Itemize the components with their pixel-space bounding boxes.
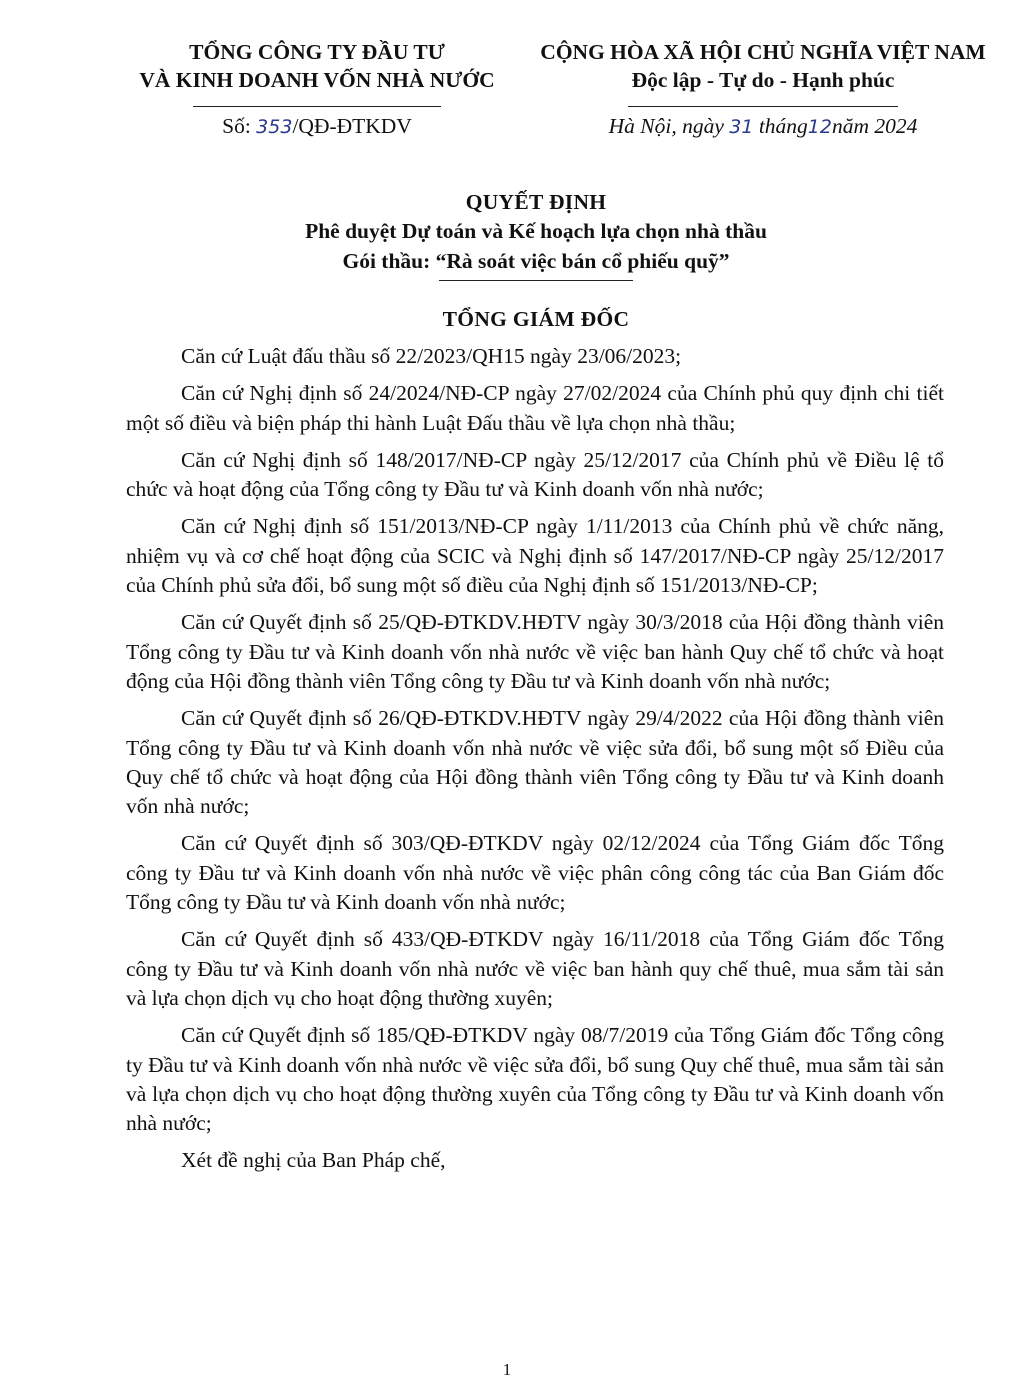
document-number-handwritten: 353 <box>256 116 293 138</box>
legal-basis-paragraph: Căn cứ Nghị định số 151/2013/NĐ-CP ngày 1/11/2013 của Chính phủ về chức năng, nhiệm vụ và cơ chế hoạt động của SCIC và Nghị định số 147/2017/NĐ-CP ngày 25/12/2017 của Chính phủ sửa đổi, bổ sung một số điều của Nghị định số 151/2013/NĐ-CP; <box>126 514 944 598</box>
proposal-paragraph: Xét đề nghị của Ban Pháp chế, <box>181 1148 446 1173</box>
legal-basis-paragraph: Căn cứ Luật đấu thầu số 22/2023/QH15 ngày 23/06/2023; <box>181 344 682 368</box>
legal-basis-paragraph: Căn cứ Quyết định số 25/QĐ-ĐTKDV.HĐTV ngày 30/3/2018 của Hội đồng thành viên Tổng công ty Đầu tư và Kinh doanh vốn nhà nước về việc ban hành Quy chế tổ chức và hoạt động của Hội đồng thành viên Tổng công ty Đầu tư và Kinh doanh vốn nhà nước; <box>126 610 944 693</box>
legal-basis-paragraph: Căn cứ Quyết định số 303/QĐ-ĐTKDV ngày 02/12/2024 của Tổng Giám đốc Tổng công ty Đầu tư và Kinh doanh vốn nhà nước về việc phân công công tác của Ban Giám đốc Tổng công ty Đầu tư và Kinh doanh vốn nhà nước; <box>126 831 944 915</box>
decision-title: QUYẾT ĐỊNH <box>465 190 607 214</box>
issuer-name-line1: TỔNG CÔNG TY ĐẦU TƯ <box>189 40 445 64</box>
page-number: 1 <box>502 1360 512 1379</box>
motto-underline <box>628 106 898 107</box>
document-number-suffix: /QĐ-ĐTKDV <box>292 114 412 138</box>
decision-subject-line2: Gói thầu: “Rà soát việc bán cổ phiếu quỹ” <box>342 249 730 273</box>
issuer-underline <box>193 106 441 107</box>
national-motto: Độc lập - Tự do - Hạnh phúc <box>631 68 895 92</box>
date-month-label: tháng <box>753 114 808 138</box>
title-underline <box>439 280 633 281</box>
date-month-handwritten: 12 <box>807 116 832 138</box>
issuer-header <box>120 38 514 107</box>
legal-basis-paragraph: Căn cứ Quyết định số 185/QĐ-ĐTKDV ngày 08/7/2019 của Tổng Giám đốc Tổng công ty Đầu tư và Kinh doanh vốn nhà nước về việc sửa đổi, bổ sung Quy chế thuê, mua sắm tài sản và lựa chọn dịch vụ cho hoạt động thường xuyên của Tổng công ty Đầu tư và Kinh doanh vốn nhà nước; <box>126 1023 944 1136</box>
decision-title-block <box>126 188 946 281</box>
date-day-handwritten: 31 <box>729 116 754 138</box>
national-title: CỘNG HÒA XÃ HỘI CHỦ NGHĨA VIỆT NAM <box>540 40 986 64</box>
document-body <box>126 342 944 1184</box>
legal-basis-paragraph: Căn cứ Nghị định số 24/2024/NĐ-CP ngày 27/02/2024 của Chính phủ quy định chi tiết một số điều và biện pháp thi hành Luật Đấu thầu về lựa chọn nhà thầu; <box>126 381 944 435</box>
national-header <box>530 38 996 107</box>
decision-subject-line1: Phê duyệt Dự toán và Kế hoạch lựa chọn nhà thầu <box>305 219 767 243</box>
date-prefix: Hà Nội, ngày <box>608 114 730 138</box>
legal-basis-paragraph: Căn cứ Nghị định số 148/2017/NĐ-CP ngày 25/12/2017 của Chính phủ về Điều lệ tổ chức và hoạt động của Tổng công ty Đầu tư và Kinh doanh vốn nhà nước; <box>126 447 944 502</box>
document-number <box>120 114 514 139</box>
document-number-prefix: Số: <box>222 114 257 138</box>
legal-basis-paragraph: Căn cứ Quyết định số 26/QĐ-ĐTKDV.HĐTV ngày 29/4/2022 của Hội đồng thành viên Tổng công ty Đầu tư và Kinh doanh vốn nhà nước về việc sửa đổi, bổ sung một số Điều của Quy chế tổ chức và hoạt động của Hội đồng thành viên Tổng công ty Đầu tư và Kinh doanh vốn nhà nước; <box>126 706 944 819</box>
date-suffix: năm 2024 <box>831 114 918 138</box>
document-date <box>530 114 996 139</box>
legal-basis-paragraph: Căn cứ Quyết định số 433/QĐ-ĐTKDV ngày 16/11/2018 của Tổng Giám đốc Tổng công ty Đầu tư và Kinh doanh vốn nhà nước về việc ban hành quy chế thuê, mua sắm tài sản và lựa chọn dịch vụ cho hoạt động thường xuyên; <box>126 927 944 1010</box>
issuing-authority: TỔNG GIÁM ĐỐC <box>442 307 630 331</box>
issuer-name-line2: VÀ KINH DOANH VỐN NHÀ NƯỚC <box>139 68 495 92</box>
